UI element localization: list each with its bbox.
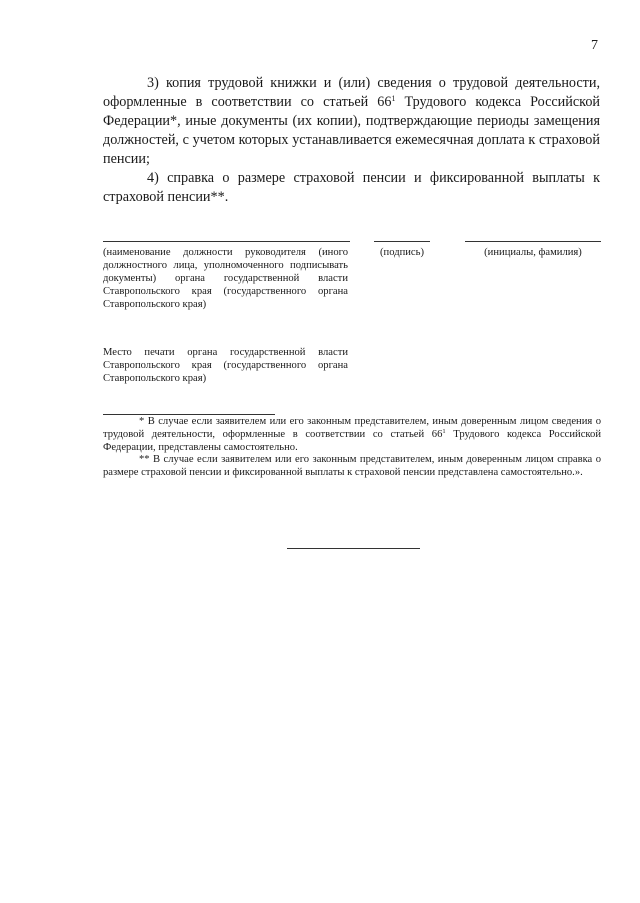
name-signature-line — [465, 241, 601, 242]
footnote-separator — [103, 414, 275, 415]
signature-caption: (подпись) — [380, 247, 424, 258]
name-caption: (инициалы, фамилия) — [484, 247, 582, 258]
position-caption: (наименование должности руководителя (иного должностного лица, уполномоченного подписывать документы) органа государственной власти Ставропольского края (государственного органа Ставропольского края) — [103, 247, 348, 310]
superscript: 1 — [442, 427, 446, 435]
footnote-2: ** В случае если заявителем или его законным представителем, иным доверенным лицом справка о размере страховой пенсии и фиксированной выплаты к страховой пенсии представлена самостоятельно.». — [103, 454, 601, 479]
paragraph-item-4: 4) справка о размере страховой пенсии и фиксированной выплаты к страховой пенсии**. — [103, 170, 600, 205]
superscript: 1 — [391, 94, 396, 103]
stamp-caption: Место печати органа государственной власти Ставропольского края (государственного органа Ставропольского края) — [103, 347, 348, 384]
footnotes — [103, 416, 601, 480]
page-number: 7 — [591, 38, 598, 53]
main-text — [103, 74, 600, 207]
end-of-document-line — [287, 548, 420, 549]
paragraph-item-3: 3) копия трудовой книжки и (или) сведения о трудовой деятельности, оформленные в соответствии со статьей $66^1$ Трудового кодекса Российской Федерации*, иные документы (их копии), подтверждающие периоды замещения должностей, с учетом которых устанавливается ежемесячная доплата к страховой пенсии; — [103, 75, 600, 167]
signature-line — [374, 241, 430, 242]
position-signature-line — [103, 241, 350, 242]
footnote-1: * В случае если заявителем или его законным представителем, иным доверенным лицом сведения о трудовой деятельности, оформленные в соответствии со статьей $66^1$ Трудового кодекса Российской Федерации, представлены самостоятельно. — [103, 416, 601, 453]
